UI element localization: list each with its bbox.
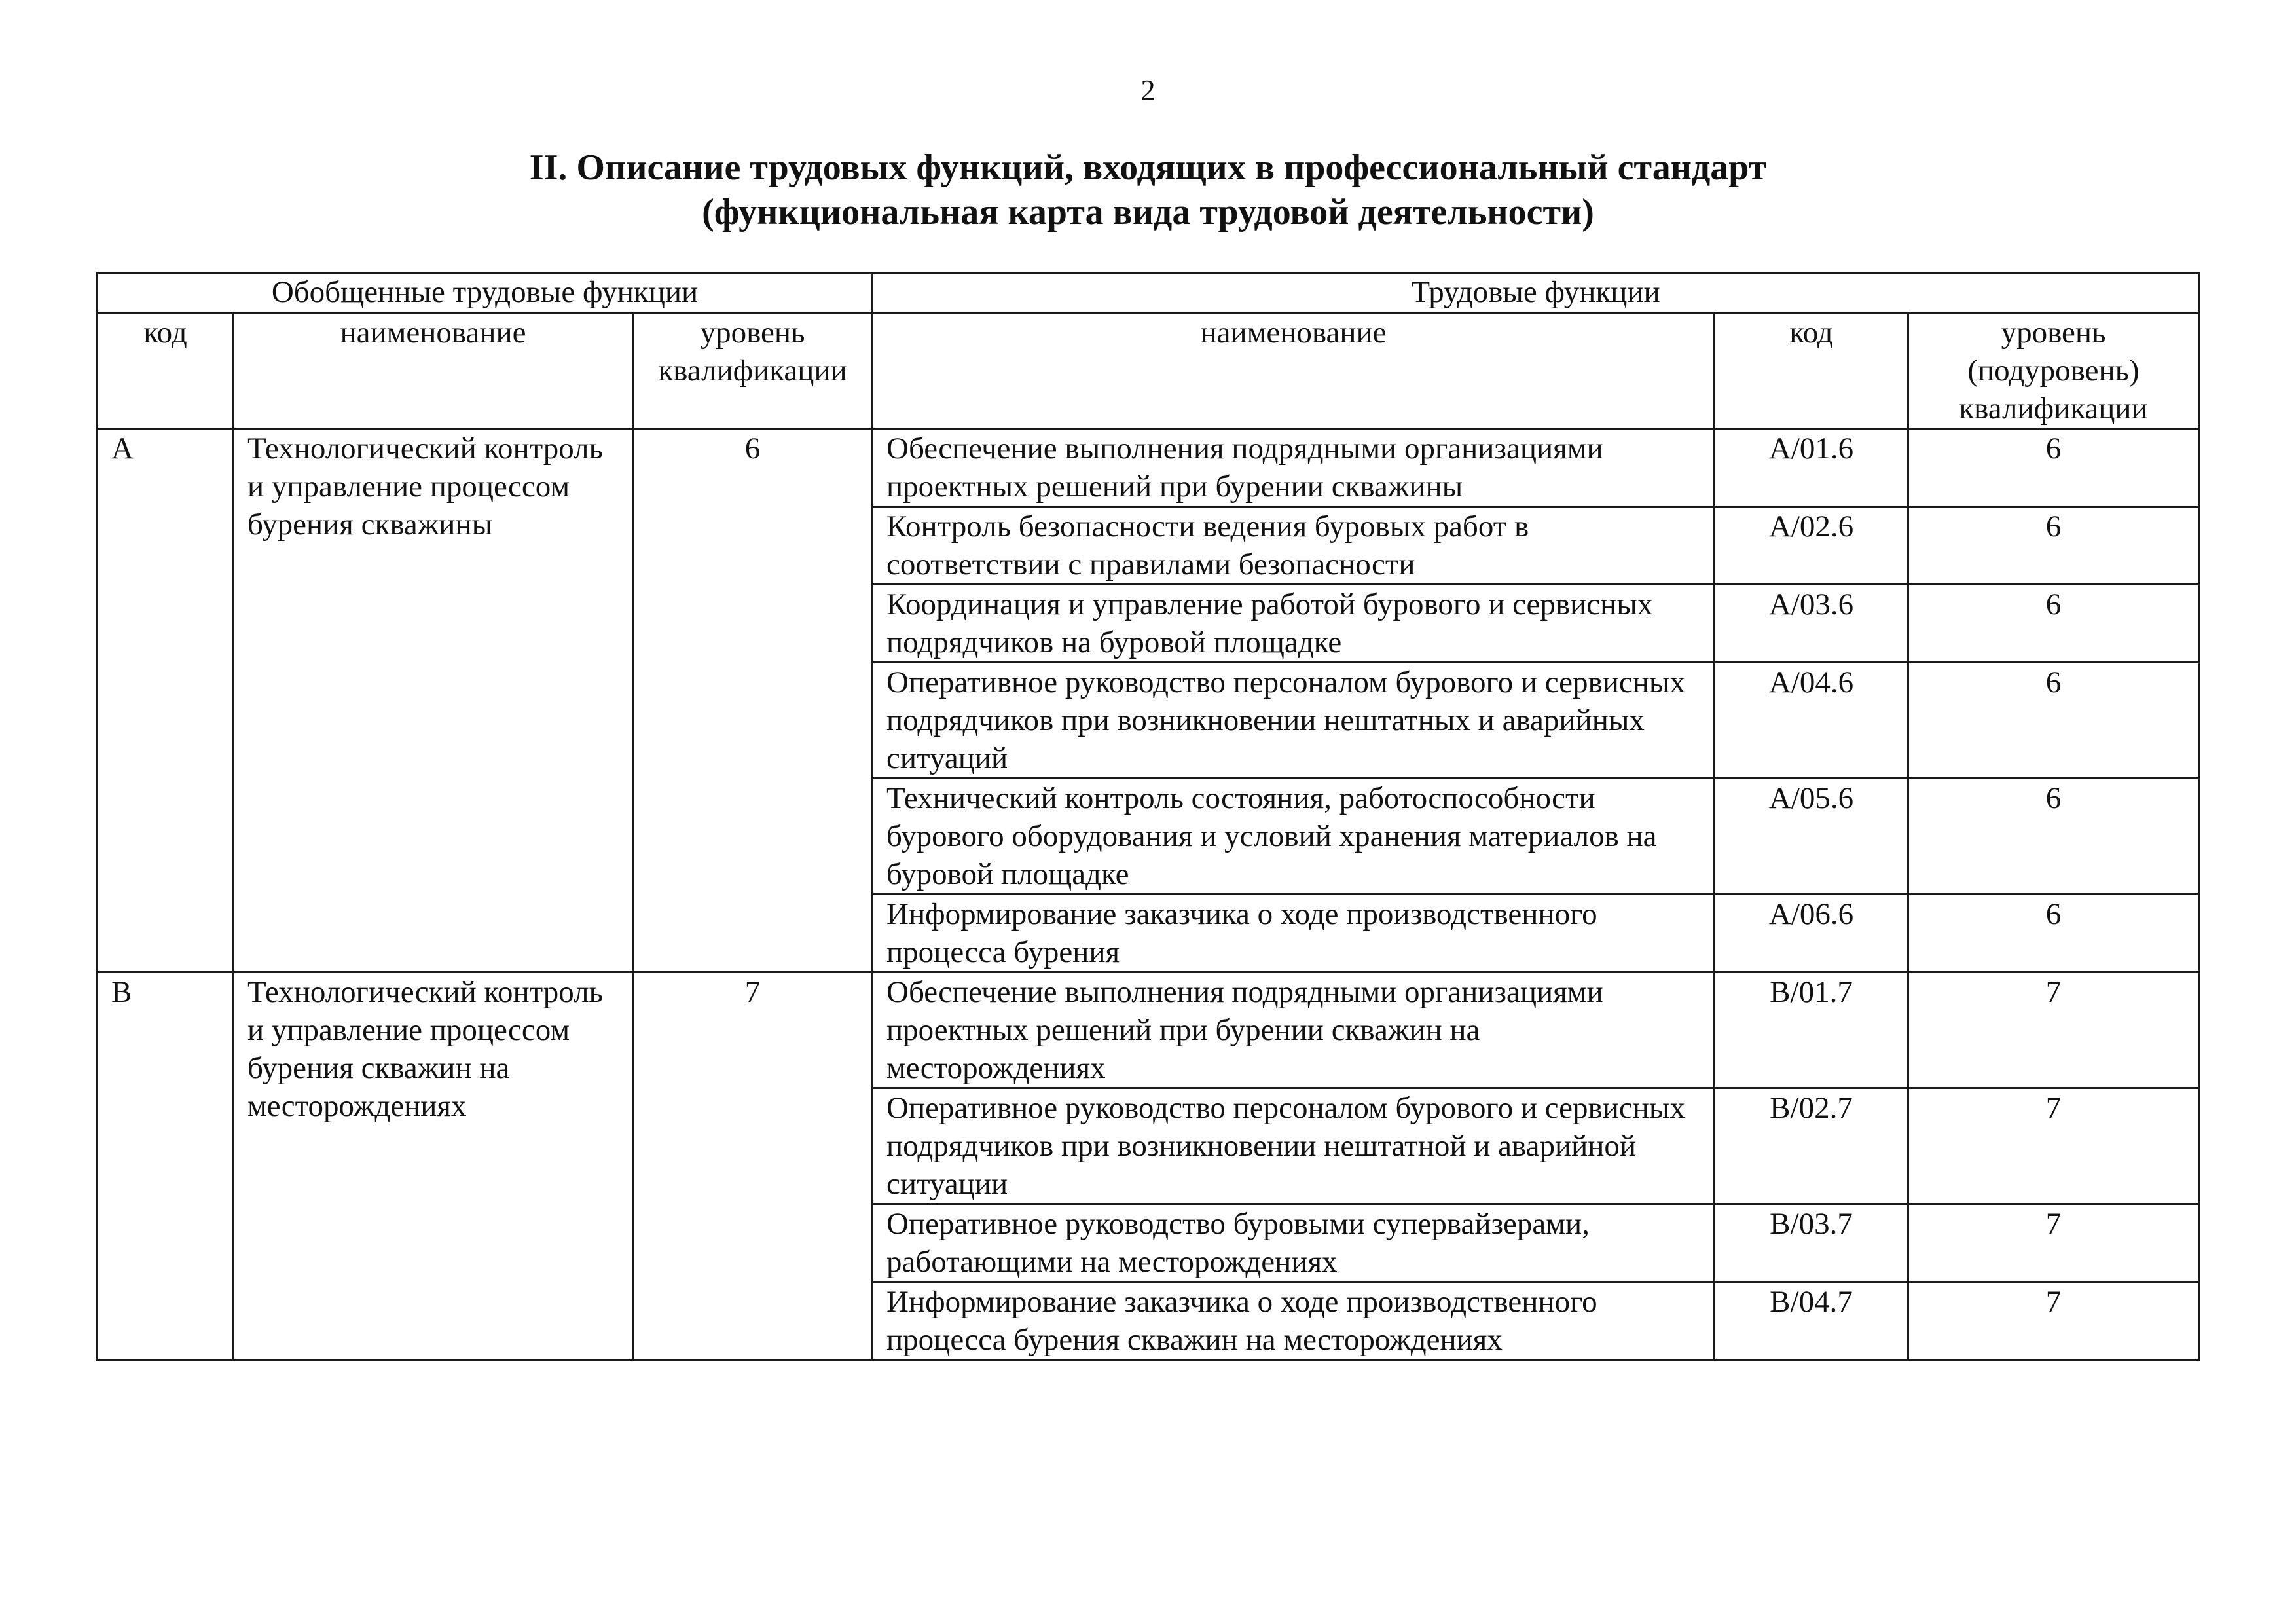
function-code-cell: A/01.6 xyxy=(1715,429,1908,507)
function-code-cell: B/04.7 xyxy=(1715,1282,1908,1360)
group-name-cell: Технологический контроль и управление процессом бурения скважин на месторождениях xyxy=(234,972,633,1360)
column-header-function-name: наименование xyxy=(873,313,1715,429)
function-name-cell: Обеспечение выполнения подрядными организациями проектных решений при бурении скважин на месторождениях xyxy=(873,972,1715,1088)
function-code-cell: A/05.6 xyxy=(1715,779,1908,895)
table-row xyxy=(98,429,2199,507)
header-labor-functions: Трудовые функции xyxy=(873,273,2199,313)
function-level-cell: 6 xyxy=(1908,585,2199,663)
function-code-cell: A/04.6 xyxy=(1715,663,1908,779)
function-name-cell: Информирование заказчика о ходе производственного процесса бурения скважин на месторождениях xyxy=(873,1282,1715,1360)
group-code-cell: A xyxy=(98,429,234,972)
function-code-cell: B/01.7 xyxy=(1715,972,1908,1088)
page-title-line-1: II. Описание трудовых функций, входящих в профессиональный стандарт xyxy=(529,147,1767,188)
function-name-cell: Контроль безопасности ведения буровых работ в соответствии с правилами безопасности xyxy=(873,507,1715,585)
function-code-cell: A/03.6 xyxy=(1715,585,1908,663)
function-level-cell: 7 xyxy=(1908,1088,2199,1204)
function-level-cell: 6 xyxy=(1908,429,2199,507)
function-name-cell: Информирование заказчика о ходе производственного процесса бурения xyxy=(873,895,1715,972)
function-level-cell: 6 xyxy=(1908,507,2199,585)
function-level-cell: 7 xyxy=(1908,1282,2199,1360)
function-name-cell: Координация и управление работой бурового и сервисных подрядчиков на буровой площадке xyxy=(873,585,1715,663)
function-code-cell: B/02.7 xyxy=(1715,1088,1908,1204)
page-number: 2 xyxy=(1140,74,1156,106)
function-level-cell: 7 xyxy=(1908,972,2199,1088)
functional-map-table xyxy=(96,272,2200,1361)
column-header-code: код xyxy=(98,313,234,429)
column-header-function-level: уровень (подуровень) квалификации xyxy=(1908,313,2199,429)
function-code-cell: A/06.6 xyxy=(1715,895,1908,972)
column-header-name: наименование xyxy=(234,313,633,429)
function-code-cell: B/03.7 xyxy=(1715,1204,1908,1282)
page-title xyxy=(0,145,2296,234)
group-name-cell: Технологический контроль и управление процессом бурения скважины xyxy=(234,429,633,972)
column-header-function-code: код xyxy=(1715,313,1908,429)
function-name-cell: Обеспечение выполнения подрядными организациями проектных решений при бурении скважины xyxy=(873,429,1715,507)
function-name-cell: Технический контроль состояния, работоспособности бурового оборудования и условий хранения материалов на буровой площадке xyxy=(873,779,1715,895)
group-level-cell: 6 xyxy=(633,429,873,972)
table-row xyxy=(98,972,2199,1088)
function-name-cell: Оперативное руководство персоналом бурового и сервисных подрядчиков при возникновении нештатной и аварийной ситуации xyxy=(873,1088,1715,1204)
group-level-cell: 7 xyxy=(633,972,873,1360)
function-code-cell: A/02.6 xyxy=(1715,507,1908,585)
group-code-cell: B xyxy=(98,972,234,1360)
column-header-qualification-level: уровень квалификации xyxy=(633,313,873,429)
page-title-line-2: (функциональная карта вида трудовой деятельности) xyxy=(702,192,1594,232)
function-level-cell: 6 xyxy=(1908,895,2199,972)
function-name-cell: Оперативное руководство буровыми супервайзерами, работающими на месторождениях xyxy=(873,1204,1715,1282)
function-name-cell: Оперативное руководство персоналом бурового и сервисных подрядчиков при возникновении нештатных и аварийных ситуаций xyxy=(873,663,1715,779)
header-generalized-functions: Обобщенные трудовые функции xyxy=(98,273,873,313)
function-level-cell: 6 xyxy=(1908,663,2199,779)
function-level-cell: 7 xyxy=(1908,1204,2199,1282)
function-level-cell: 6 xyxy=(1908,779,2199,895)
